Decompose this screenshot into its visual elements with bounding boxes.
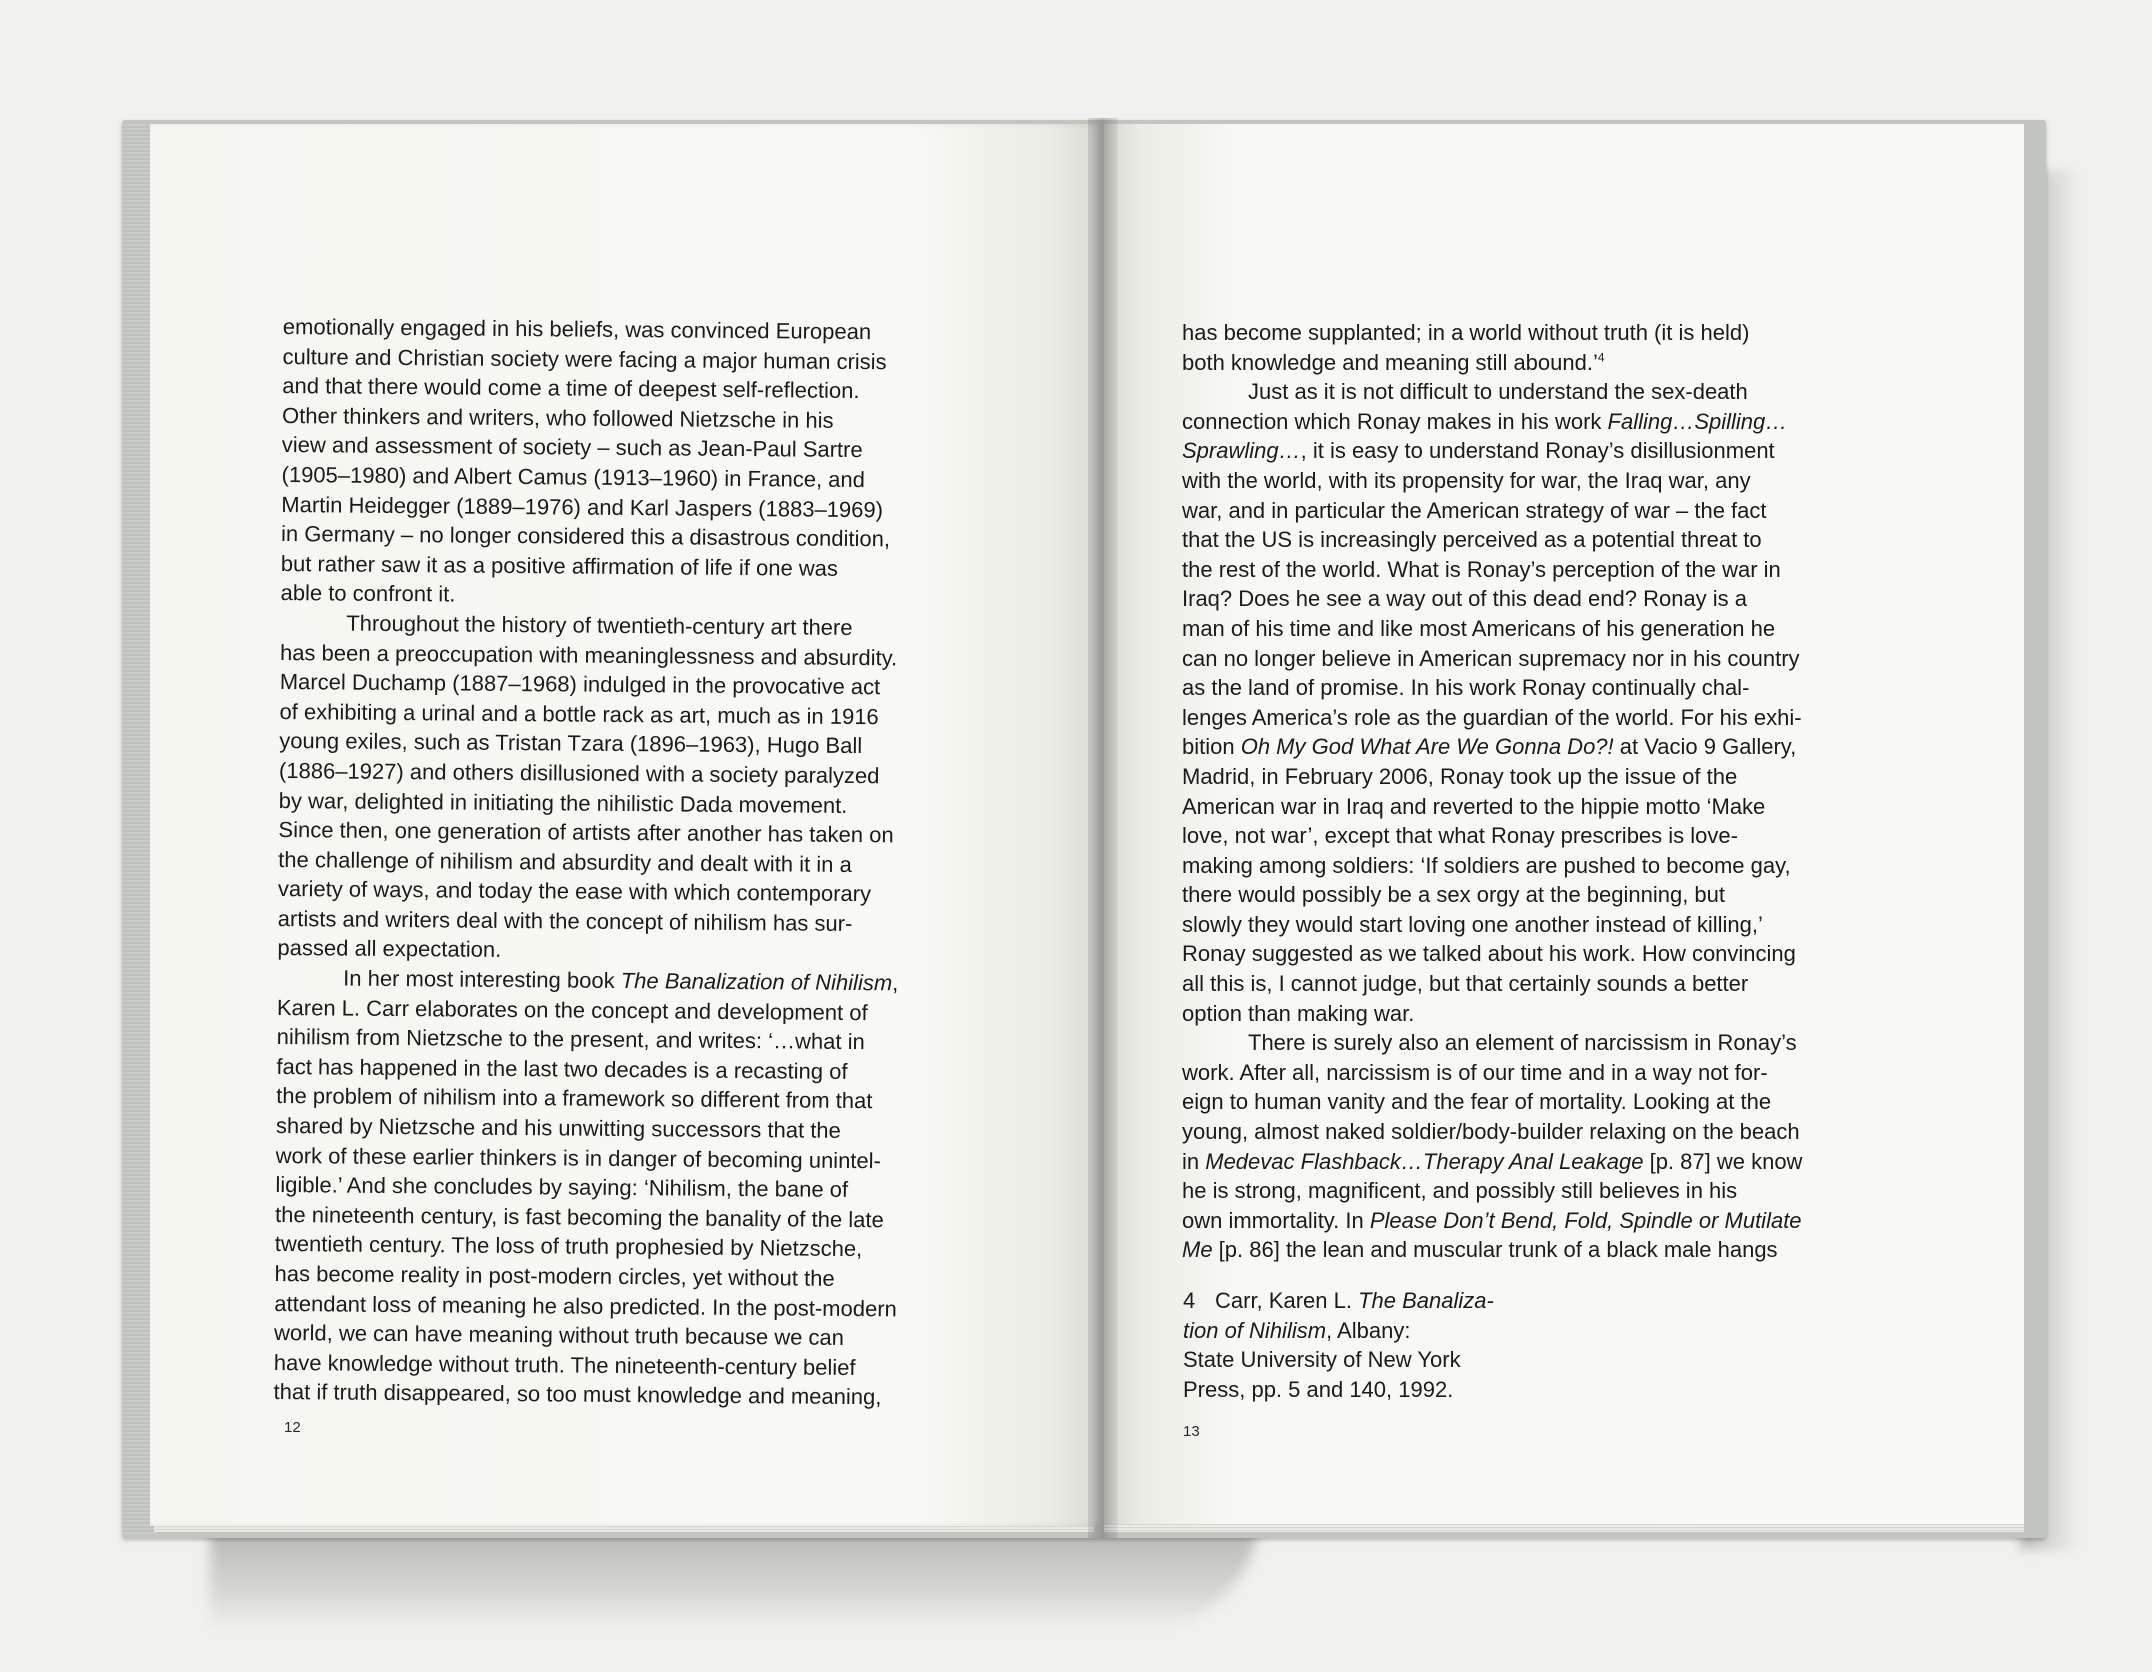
text-line: in Germany – no longer considered this a disastrous condition, xyxy=(280,521,891,552)
text-line: the nineteenth century, is fast becoming the banality of the late xyxy=(275,1201,884,1233)
paragraph xyxy=(1182,1028,1852,1265)
text-line: the challenge of nihilism and absurdity and dealt with it in a xyxy=(278,846,852,877)
text-line: he is strong, magnificent, and possibly still believes in his xyxy=(1182,1178,1738,1204)
text-line: Martin Heidegger (1889–1976) and Karl Jaspers (1883–1969) xyxy=(281,491,884,522)
text-line: Madrid, in February 2006, Ronay took up the issue of the xyxy=(1182,763,1738,789)
footnote-line: 4 Carr, Karen L. The Banaliza- xyxy=(1183,1286,1583,1316)
text-line: that if truth disappeared, so too must knowledge and meaning, xyxy=(273,1379,882,1410)
text-line: and that there would come a time of deepest self-reflection. xyxy=(282,373,860,404)
text-line: bition Oh My God What Are We Gonna Do?! at Vacio 9 Gallery, xyxy=(1182,734,1797,760)
footnote-number: 4 xyxy=(1183,1288,1196,1313)
text-line: young, almost naked soldier/body-builder relaxing on the beach xyxy=(1182,1119,1800,1145)
text-line: but rather saw it as a positive affirmation of life if one was xyxy=(280,550,839,581)
text-line: that the US is increasingly perceived as a potential threat to xyxy=(1182,527,1762,553)
text-line: in Medevac Flashback…Therapy Anal Leakage [p. 87] we know xyxy=(1182,1148,1803,1174)
text-line: world, we can have meaning without truth because we can xyxy=(273,1320,845,1351)
footnote-reference: 4 xyxy=(1597,350,1605,365)
text-line: war, and in particular the American strategy of war – the fact xyxy=(1182,497,1767,523)
text-line: the rest of the world. What is Ronay’s perception of the war in xyxy=(1182,556,1781,582)
text-line: Karen L. Carr elaborates on the concept and development of xyxy=(276,994,868,1025)
text-line: work. After all, narcissism is of our time and in a way not for- xyxy=(1182,1059,1768,1085)
paragraph xyxy=(273,963,937,1413)
paragraph xyxy=(280,312,943,614)
footnote-line: Press, pp. 5 and 140, 1992. xyxy=(1183,1376,1454,1402)
footnote-line: tion of Nihilism, Albany: xyxy=(1183,1317,1411,1343)
text-line: shared by Nietzsche and his unwitting successors that the xyxy=(275,1113,841,1143)
text-line: attendant loss of meaning he also predicted. In the post-modern xyxy=(274,1290,897,1321)
text-line: eign to human vanity and the fear of mortality. Looking at the xyxy=(1182,1089,1772,1115)
text-line: Just as it is not difficult to understand the sex-death xyxy=(1248,379,1748,405)
text-line: slowly they would start loving one another instead of killing,’ xyxy=(1182,911,1763,937)
paragraph xyxy=(1182,318,1852,377)
text-line: has become supplanted; in a world without truth (it is held) xyxy=(1182,320,1750,345)
text-line: making among soldiers: ‘If soldiers are pushed to become gay, xyxy=(1182,852,1791,878)
text-line: ligible.’ And she concludes by saying: ‘Nihilism, the bane of xyxy=(275,1172,849,1203)
text-line: option than making war. xyxy=(1182,1000,1415,1026)
text-line: Throughout the history of twentieth-century art there xyxy=(346,610,853,640)
footnote-line: State University of New York xyxy=(1183,1347,1461,1373)
text-line: able to confront it. xyxy=(280,580,456,607)
text-line: have knowledge without truth. The nineteenth-century belief xyxy=(273,1349,856,1380)
text-line: Me [p. 86] the lean and muscular trunk of a black male hangs xyxy=(1182,1237,1778,1263)
right-page-text xyxy=(1182,318,1852,1265)
page-number-left: 12 xyxy=(284,1419,301,1436)
text-line: has been a preoccupation with meaninglessness and absurdity. xyxy=(279,639,898,670)
text-line: twentieth century. The loss of truth prophesied by Nietzsche, xyxy=(274,1231,863,1262)
text-line: man of his time and like most Americans of his generation he xyxy=(1182,615,1776,641)
text-line: can no longer believe in American supremacy nor in his country xyxy=(1182,645,1800,671)
paragraph xyxy=(277,608,940,969)
text-line: both knowledge and meaning still abound.’ xyxy=(1182,349,1598,375)
text-line: variety of ways, and today the ease with which contemporary xyxy=(277,876,872,907)
text-line: Since then, one generation of artists after another has taken on xyxy=(278,817,894,848)
text-line: Sprawling…, it is easy to understand Ronay’s disillusionment xyxy=(1182,438,1775,464)
text-line: view and assessment of society – such as Jean-Paul Sartre xyxy=(281,432,863,463)
text-line: the problem of nihilism into a framework so different from that xyxy=(276,1083,873,1114)
text-line: has become reality in post-modern circles, yet without the xyxy=(274,1260,835,1291)
text-line: young exiles, such as Tristan Tzara (1896–1963), Hugo Ball xyxy=(279,728,863,759)
text-line: Marcel Duchamp (1887–1968) indulged in the provocative act xyxy=(279,669,881,700)
page-number-right: 13 xyxy=(1183,1423,1200,1440)
text-line: own immortality. In Please Don’t Bend, Fold, Spindle or Mutilate xyxy=(1182,1207,1802,1233)
text-line: emotionally engaged in his beliefs, was convinced European xyxy=(282,313,872,345)
text-line: work of these earlier thinkers is in danger of becoming unintel- xyxy=(275,1142,882,1173)
book-gutter xyxy=(1088,118,1118,1538)
footnote xyxy=(1183,1286,1583,1404)
text-line: with the world, with its propensity for war, the Iraq war, any xyxy=(1182,467,1751,493)
text-line: as the land of promise. In his work Ronay continually chal- xyxy=(1182,675,1750,701)
text-line: artists and writers deal with the concept of nihilism has sur- xyxy=(277,905,853,936)
paragraph xyxy=(1182,377,1852,1028)
text-line: American war in Iraq and reverted to the hippie motto ‘Make xyxy=(1182,793,1766,819)
text-line: In her most interesting book The Banalization of Nihilism, xyxy=(343,965,899,996)
text-line: all this is, I cannot judge, but that certainly sounds a better xyxy=(1182,971,1749,997)
text-line: There is surely also an element of narcissism in Ronay’s xyxy=(1248,1030,1797,1056)
text-line: nihilism from Nietzsche to the present, and writes: ‘…what in xyxy=(276,1024,865,1055)
text-line: culture and Christian society were facing a major human crisis xyxy=(282,343,887,374)
text-line: love, not war’, except that what Ronay prescribes is love- xyxy=(1182,823,1738,849)
text-line: fact has happened in the last two decades is a recasting of xyxy=(276,1053,848,1084)
text-line: lenges America’s role as the guardian of the world. For his exhi- xyxy=(1182,704,1802,730)
text-line: passed all expectation. xyxy=(277,935,502,963)
text-line: of exhibiting a urinal and a bottle rack as art, much as in 1916 xyxy=(279,698,879,729)
text-line: (1886–1927) and others disillusioned with a society paralyzed xyxy=(278,757,880,789)
text-line: connection which Ronay makes in his work Falling…Spilling… xyxy=(1182,408,1788,434)
left-page-text xyxy=(273,312,943,1413)
text-line: (1905–1980) and Albert Camus (1913–1960) in France, and xyxy=(281,461,866,493)
text-line: Ronay suggested as we talked about his work. How convincing xyxy=(1182,941,1796,967)
text-line: Iraq? Does he see a way out of this dead end? Ronay is a xyxy=(1182,586,1748,612)
text-line: there would possibly be a sex orgy at the beginning, but xyxy=(1182,882,1726,908)
text-line: Other thinkers and writers, who followed Nietzsche in his xyxy=(281,402,834,433)
text-line: by war, delighted in initiating the nihilistic Dada movement. xyxy=(278,787,848,818)
